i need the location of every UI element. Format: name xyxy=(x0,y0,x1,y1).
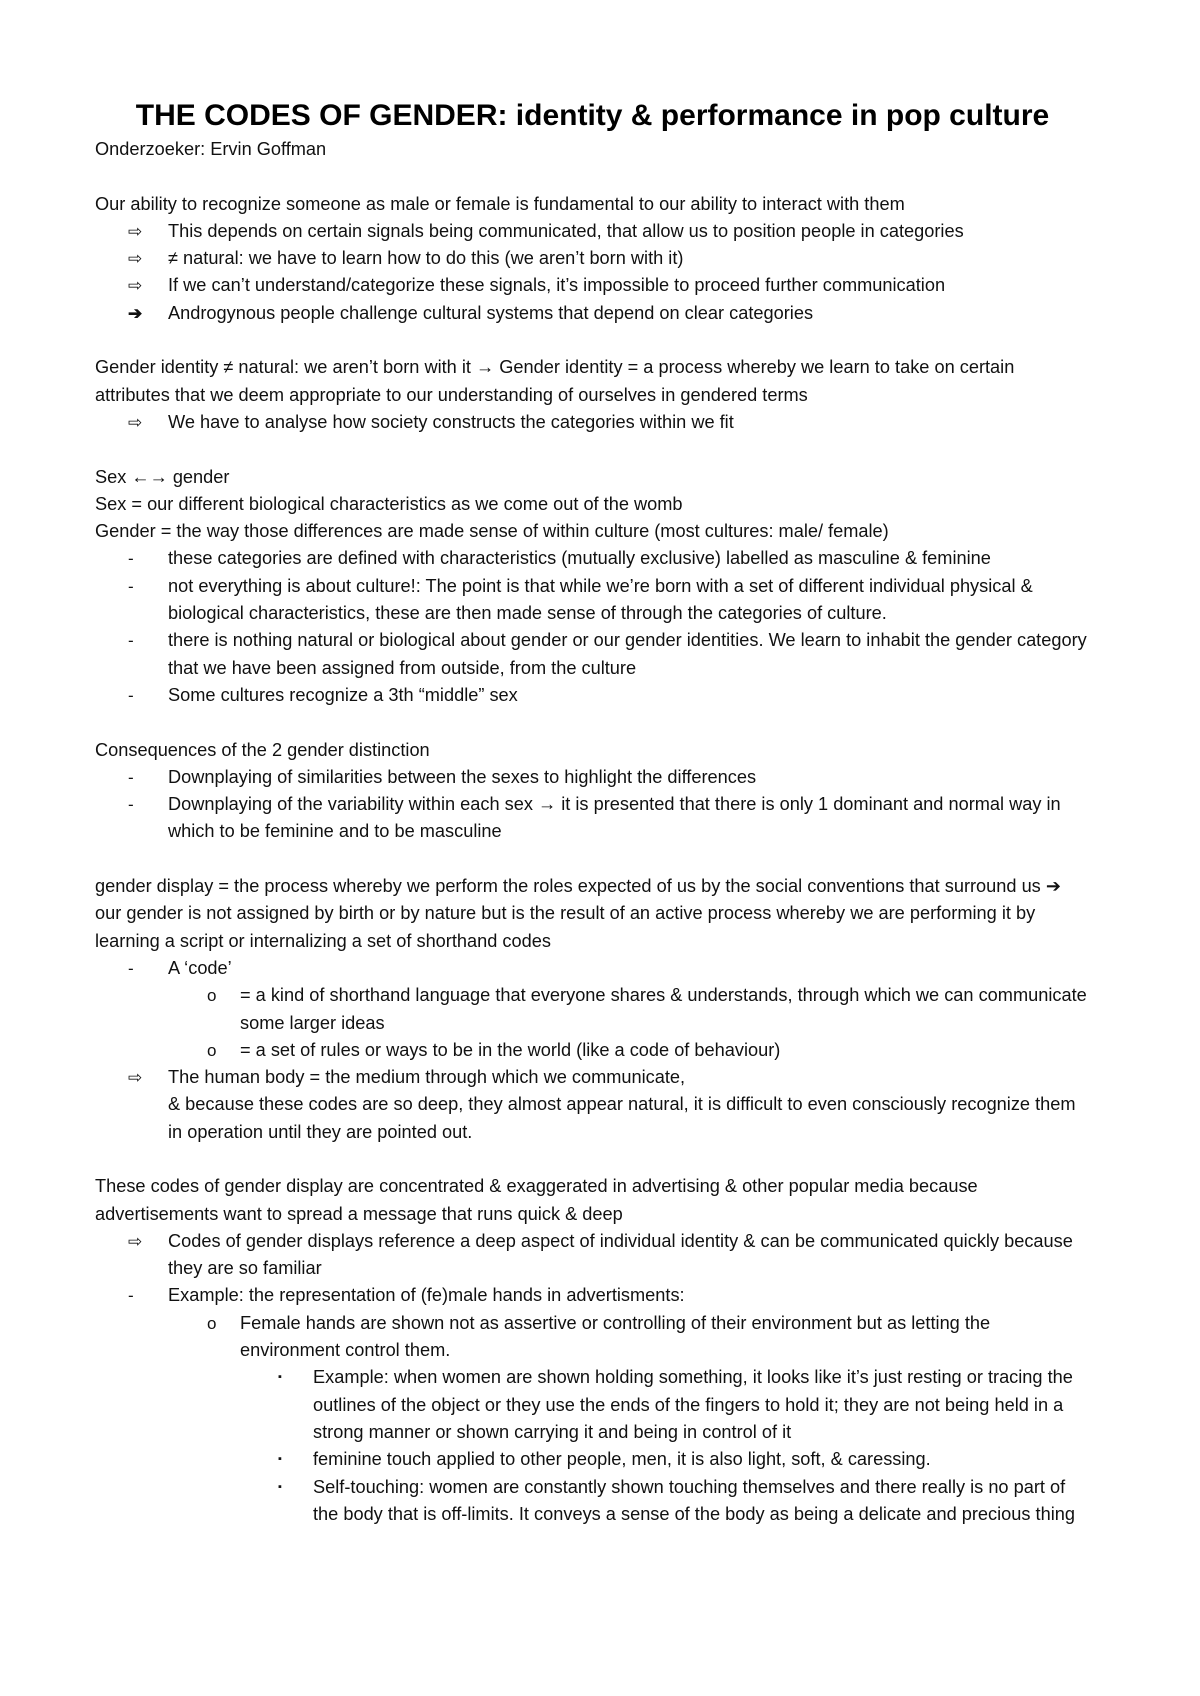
spacer xyxy=(95,163,1090,190)
display-lead: gender display = the process whereby we perform the roles expected of us by the social conventions that surround us ➔ our gender is not assigned by birth or by nature but is the result of an active process whereby we are performing it by learning a script or internalizing a set of shorthand codes xyxy=(95,876,1062,951)
intro-list xyxy=(95,218,1090,327)
list-item: - these categories are defined with characteristics (mutually exclusive) labelled as masculine & feminine xyxy=(95,545,1090,572)
researcher-line: Onderzoeker: Ervin Goffman xyxy=(95,139,327,159)
consequences-list xyxy=(95,764,1090,846)
list-item: ▪ feminine touch applied to other people, men, it is also light, soft, & caressing. xyxy=(95,1446,1090,1473)
spacer xyxy=(95,436,1090,463)
list-item: ⇨ Codes of gender displays reference a deep aspect of individual identity & can be communicated quickly because they are so familiar xyxy=(95,1228,1090,1283)
identity-list xyxy=(95,409,1090,436)
hollow-arrow-icon: ⇨ xyxy=(128,412,143,432)
list-item: ⇨ If we can’t understand/categorize these signals, it’s impossible to proceed further communication xyxy=(95,272,1090,299)
dash-bullet: - xyxy=(128,549,134,569)
square-bullet: ▪ xyxy=(278,1371,282,1384)
advertising-lead: These codes of gender display are concentrated & exaggerated in advertising & other popular media because advertisements want to spread a message that runs quick & deep xyxy=(95,1176,978,1224)
identity-lead: Gender identity ≠ natural: we aren’t born with it → Gender identity = a process whereby we learn to take on certain attributes that we deem appropriate to our understanding of ourselves in gendered terms xyxy=(95,357,1015,405)
dash-bullet: - xyxy=(128,958,134,978)
sex-gender-heading: Sex ←→ gender xyxy=(95,466,230,487)
list-item: - there is nothing natural or biological about gender or our gender identities. We learn to inhabit the gender category that we have been assigned from outside, from the culture xyxy=(95,627,1090,682)
list-item: - A ‘code’ xyxy=(95,955,1090,982)
dash-bullet: - xyxy=(128,576,134,596)
hollow-arrow-icon: ⇨ xyxy=(128,276,143,296)
list-item: ⇨ We have to analyse how society constructs the categories within we fit xyxy=(95,409,1090,436)
list-item: o = a set of rules or ways to be in the world (like a code of behaviour) xyxy=(95,1037,1090,1064)
list-item: ⇨ ≠ natural: we have to learn how to do this (we aren’t born with it) xyxy=(95,245,1090,272)
hollow-arrow-icon: ⇨ xyxy=(128,221,143,241)
document-title: THE CODES OF GENDER: identity & performance in pop culture xyxy=(135,99,1050,132)
list-item: - Example: the representation of (fe)male hands in advertisments: xyxy=(95,1282,1090,1309)
dash-bullet: - xyxy=(128,685,134,705)
solid-arrow-icon: ➔ xyxy=(128,303,143,323)
dash-bullet: - xyxy=(128,1286,134,1306)
consequences-lead: Consequences of the 2 gender distinction xyxy=(95,739,430,760)
spacer xyxy=(95,1146,1090,1173)
circle-bullet: o xyxy=(207,1040,217,1060)
list-item: ▪ Self-touching: women are constantly shown touching themselves and there really is no part of the body that is off-limits. It conveys a sense of the body as being a delicate and precious thing xyxy=(95,1474,1090,1529)
sex-definition: Sex = our different biological characteristics as we come out of the womb xyxy=(95,493,683,514)
list-item: ⇨ The human body = the medium through which we communicate, & because these codes are so deep, they almost appear natural, it is difficult to even consciously recognize them in operation until they are pointed out. xyxy=(95,1064,1090,1146)
list-item: - Some cultures recognize a 3th “middle” sex xyxy=(95,682,1090,709)
intro-lead: Our ability to recognize someone as male or female is fundamental to our ability to interact with them xyxy=(95,193,905,214)
hollow-arrow-icon: ⇨ xyxy=(128,1068,143,1088)
circle-bullet: o xyxy=(207,986,217,1006)
list-item: - Downplaying of similarities between the sexes to highlight the differences xyxy=(95,764,1090,791)
square-bullet: ▪ xyxy=(278,1480,282,1493)
list-item: - Downplaying of the variability within each sex → it is presented that there is only 1 dominant and normal way in which to be feminine and to be masculine xyxy=(95,791,1090,846)
list-item: - not everything is about culture!: The point is that while we’re born with a set of different individual physical & biological characteristics, these are then made sense of through the categories of culture. xyxy=(95,573,1090,628)
list-item: ▪ Example: when women are shown holding something, it looks like it’s just resting or tracing the outlines of the object or they use the ends of the fingers to hold it; they are not being held in a strong manner or shown carrying it and being in control of it xyxy=(95,1364,1090,1446)
list-item: ⇨ This depends on certain signals being communicated, that allow us to position people in categories xyxy=(95,218,1090,245)
display-list xyxy=(95,955,1090,1146)
hollow-arrow-icon: ⇨ xyxy=(128,1231,143,1251)
spacer xyxy=(95,846,1090,873)
dash-bullet: - xyxy=(128,795,134,815)
advertising-list xyxy=(95,1228,1090,1528)
dash-bullet: - xyxy=(128,631,134,651)
list-item: o Female hands are shown not as assertive or controlling of their environment but as letting the environment control them. xyxy=(95,1310,1090,1365)
gender-definition: Gender = the way those differences are made sense of within culture (most cultures: male/ female) xyxy=(95,521,889,542)
list-item: ➔ Androgynous people challenge cultural systems that depend on clear categories xyxy=(95,300,1090,327)
square-bullet: ▪ xyxy=(278,1453,282,1466)
hollow-arrow-icon: ⇨ xyxy=(128,249,143,269)
list-item: o = a kind of shorthand language that everyone shares & understands, through which we can communicate some larger ideas xyxy=(95,982,1090,1037)
gender-list xyxy=(95,545,1090,709)
spacer xyxy=(95,709,1090,736)
dash-bullet: - xyxy=(128,767,134,787)
circle-bullet: o xyxy=(207,1313,217,1333)
spacer xyxy=(95,327,1090,354)
